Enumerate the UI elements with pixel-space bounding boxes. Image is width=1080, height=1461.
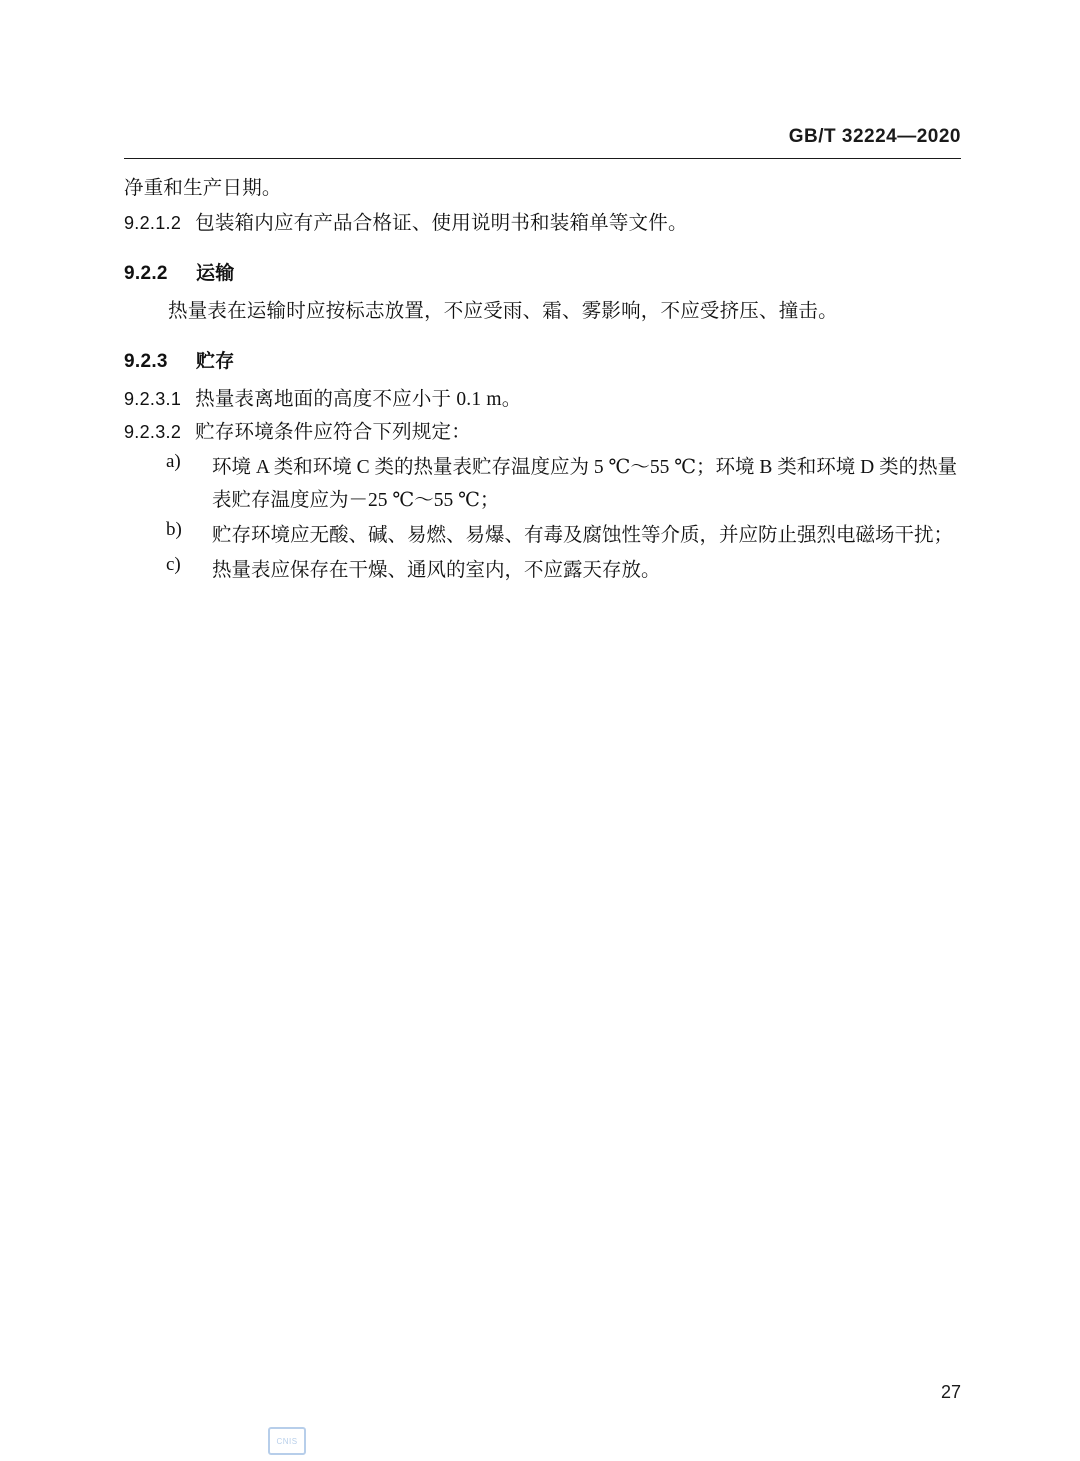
list-item-marker: b) (166, 519, 182, 540)
continued-paragraph: 净重和生产日期。 (124, 178, 282, 199)
list-item (124, 554, 962, 587)
storage-conditions-list (124, 451, 962, 587)
list-item (124, 451, 962, 517)
heading-9-2-2-title: 运输 (196, 263, 235, 284)
list-item-marker: a) (166, 451, 181, 472)
clause-9-2-3-2-text: 贮存环境条件应符合下列规定： (195, 422, 471, 443)
heading-9-2-3-title: 贮存 (196, 351, 235, 372)
page-number: 27 (940, 1382, 961, 1402)
clause-9-2-1-2-number: 9.2.1.2 (124, 213, 182, 233)
clause-9-2-1-2-text: 包装箱内应有产品合格证、使用说明书和装箱单等文件。 (195, 213, 688, 234)
clause-9-2-3-1-number: 9.2.3.1 (124, 389, 182, 409)
clause-9-2-3-1-text: 热量表离地面的高度不应小于 0.1 m。 (195, 389, 522, 410)
clause-9-2-3-1 (124, 383, 962, 416)
document-body (124, 172, 962, 589)
heading-9-2-3 (124, 346, 962, 373)
heading-9-2-2-number: 9.2.2 (124, 263, 168, 284)
clause-9-2-1-2 (124, 207, 962, 240)
header-divider (124, 158, 961, 159)
watermark-text: CNIS (268, 1427, 306, 1455)
list-item-text: 环境 A 类和环境 C 类的热量表贮存温度应为 5 ℃～55 ℃；环境 B 类和环境 D 类的热量表贮存温度应为－25 ℃～55 ℃； (212, 457, 958, 511)
clause-9-2-3-2 (124, 416, 962, 449)
clause-9-2-3-2-number: 9.2.3.2 (124, 422, 182, 442)
paragraph-9-2-2: 热量表在运输时应按标志放置，不应受雨、霜、雾影响，不应受挤压、撞击。 (168, 301, 838, 322)
page-header-standard-number: GB/T 32224—2020 (788, 126, 961, 147)
heading-9-2-2 (124, 258, 962, 285)
list-item-marker: c) (166, 554, 181, 575)
heading-9-2-3-number: 9.2.3 (124, 351, 168, 372)
list-item-text: 热量表应保存在干燥、通风的室内，不应露天存放。 (212, 560, 661, 581)
list-item-text: 贮存环境应无酸、碱、易燃、易爆、有毒及腐蚀性等介质，并应防止强烈电磁场干扰； (212, 525, 954, 546)
watermark-logo (268, 1427, 302, 1453)
list-item (124, 519, 962, 552)
